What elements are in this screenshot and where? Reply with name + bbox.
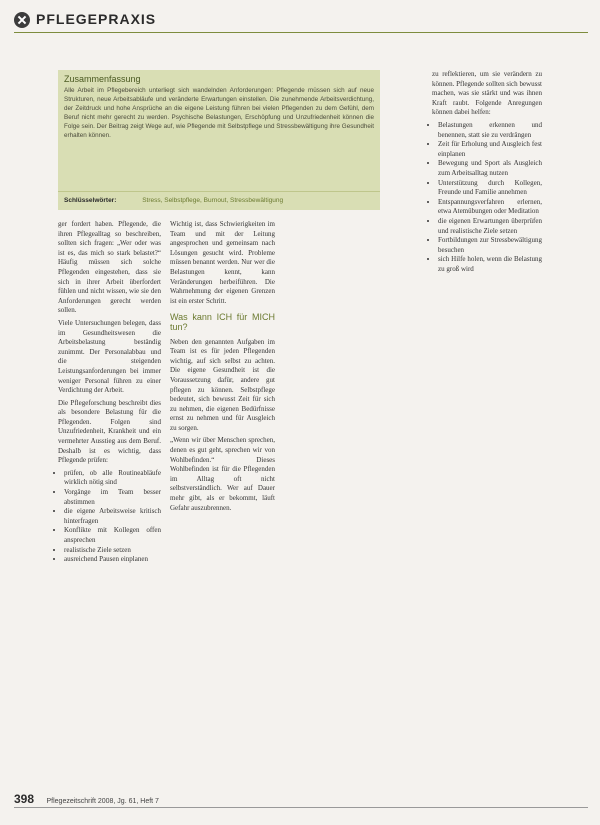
section-brand: PFLEGEPRAXIS — [36, 11, 157, 27]
keywords-value: Stress, Selbstpflege, Burnout, Stressbewältigung — [142, 197, 284, 204]
list-item: • sich Hilfe holen, wenn die Belastung zu groß wird — [438, 255, 542, 274]
logo-icon — [14, 12, 30, 28]
section-heading: Was kann ICH für MICH tun? — [170, 312, 275, 332]
list-item: • Bewegung und Sport als Ausgleich zum Arbeitsalltag nutzen — [438, 159, 542, 178]
column-3 — [432, 70, 542, 274]
list-item: • realistische Ziele setzen — [64, 546, 161, 556]
bullet-list — [432, 121, 542, 275]
keywords-row — [58, 191, 380, 210]
list-item: • Belastungen erkennen und benennen, statt sie zu verdrängen — [438, 121, 542, 140]
paragraph: Die Pflegeforschung beschreibt dies als besondere Belastung für die Pflegenden. Folgen sind Unzufriedenheit, Krankheit und ein vermehrter Ausstieg aus dem Beruf. Deshalb ist es wichtig, dass Pflegende prüfen: — [58, 398, 161, 465]
paragraph: zu reflektieren, um sie verändern zu können. Pflegende sollten sich bewusst machen, was sie stärkt und was ihnen Kraft raubt. Folgende Anregungen können dabei helfen: — [432, 70, 542, 117]
paragraph: ger fordert haben. Pflegende, die ihren Pflegealltag so beschreiben, sollten sich fragen: „Wer oder was ist es, das mich so stark belastet?“ Häufig müssen sich solche Pflegenden eingestehen, dass sie sich in ihrer Arbeit überfordert fühlen und nicht wissen, wie sie den Anforderungen gerecht werden sollen. — [58, 220, 161, 315]
keywords-label: Schlüsselwörter: — [64, 197, 117, 204]
list-item: • Vorgänge im Team besser abstimmen — [64, 488, 161, 507]
list-item: • Fortbildungen zur Stressbewältigung besuchen — [438, 236, 542, 255]
journal-citation: Pflegezeitschrift 2008, Jg. 61, Heft 7 — [46, 798, 159, 805]
list-item: • die eigenen Erwartungen überprüfen und realistische Ziele setzen — [438, 217, 542, 236]
bullet-list — [58, 469, 161, 565]
list-item: • ausreichend Pausen einplanen — [64, 555, 161, 565]
abstract-heading: Zusammenfassung — [64, 74, 141, 84]
column-2 — [170, 220, 275, 516]
abstract-box — [58, 70, 380, 210]
list-item: • Konflikte mit Kollegen offen ansprechen — [64, 526, 161, 545]
list-item: • prüfen, ob alle Routineabläufe wirklich nötig sind — [64, 469, 161, 488]
footer-divider — [14, 807, 588, 808]
list-item: • Unterstützung durch Kollegen, Freunde und Familie annehmen — [438, 179, 542, 198]
list-item: • Entspannungsverfahren erlernen, etwa Atemübungen oder Meditation — [438, 198, 542, 217]
page-number: 398 — [14, 792, 35, 806]
page-footer — [14, 790, 159, 808]
abstract-text: Alle Arbeit im Pflegebereich unterliegt sich wandelnden Anforderungen: Pflegende müssen sich auf neue Strukturen, neue Arbeitsabläufe und veränderte Erwartungen einstellen. Die zunehmende Arbeitsverdichtung, der Zeitdruck und hohe Ansprüche an die eigene Leistung führen bei vielen Pflegenden zu dem Gefühl, dem Beruf nicht mehr gerecht zu werden. Psychische Belastungen, Erschöpfung und Unzufriedenheit können die Folge sein. Der Beitrag zeigt Wege auf, wie Pflegende mit Selbstpflege und Stressbewältigung ihre Gesundheit erhalten können. — [64, 87, 374, 139]
list-item: • Zeit für Erholung und Ausgleich fest einplanen — [438, 140, 542, 159]
page-header — [14, 10, 588, 33]
paragraph: Neben den genannten Aufgaben im Team ist es für jeden Pflegenden wichtig, auf sich selbst zu achten. Die eigene Gesundheit ist die Voraussetzung dafür, andere gut pflegen zu können. Selbstpflege bedeutet, sich bewusst Zeit für sich zu nehmen, die eigenen Bedürfnisse ernst zu nehmen und für Ausgleich zu sorgen. — [170, 337, 275, 432]
paragraph: Viele Untersuchungen belegen, dass im Gesundheitswesen die Arbeitsbelastung beständig zunimmt. Der Personalabbau und die steigenden Leistungsanforderungen bei immer weniger Personal führen zu einer Verdichtung der Arbeit. — [58, 318, 161, 395]
paragraph: „Wenn wir über Menschen sprechen, denen es gut geht, sprechen wir von Wohlbefinden.“ Dieses Wohlbefinden ist für die Pflegenden im Alltag oft nicht selbstverständlich. Wer auf Dauer mehr gibt, als er bekommt, läuft Gefahr auszubrennen. — [170, 436, 275, 512]
paragraph: Wichtig ist, dass Schwierigkeiten im Team und mit der Leitung angesprochen und gemeinsam nach Lösungen gesucht wird. Probleme müssen benannt werden. Nur wer die Belastungen kennt, kann Veränderungen herbeiführen. Die Wahrnehmung der eigenen Grenzen ist ein erster Schritt. — [170, 220, 275, 305]
list-item: • die eigene Arbeitsweise kritisch hinterfragen — [64, 507, 161, 526]
column-1 — [58, 220, 161, 565]
